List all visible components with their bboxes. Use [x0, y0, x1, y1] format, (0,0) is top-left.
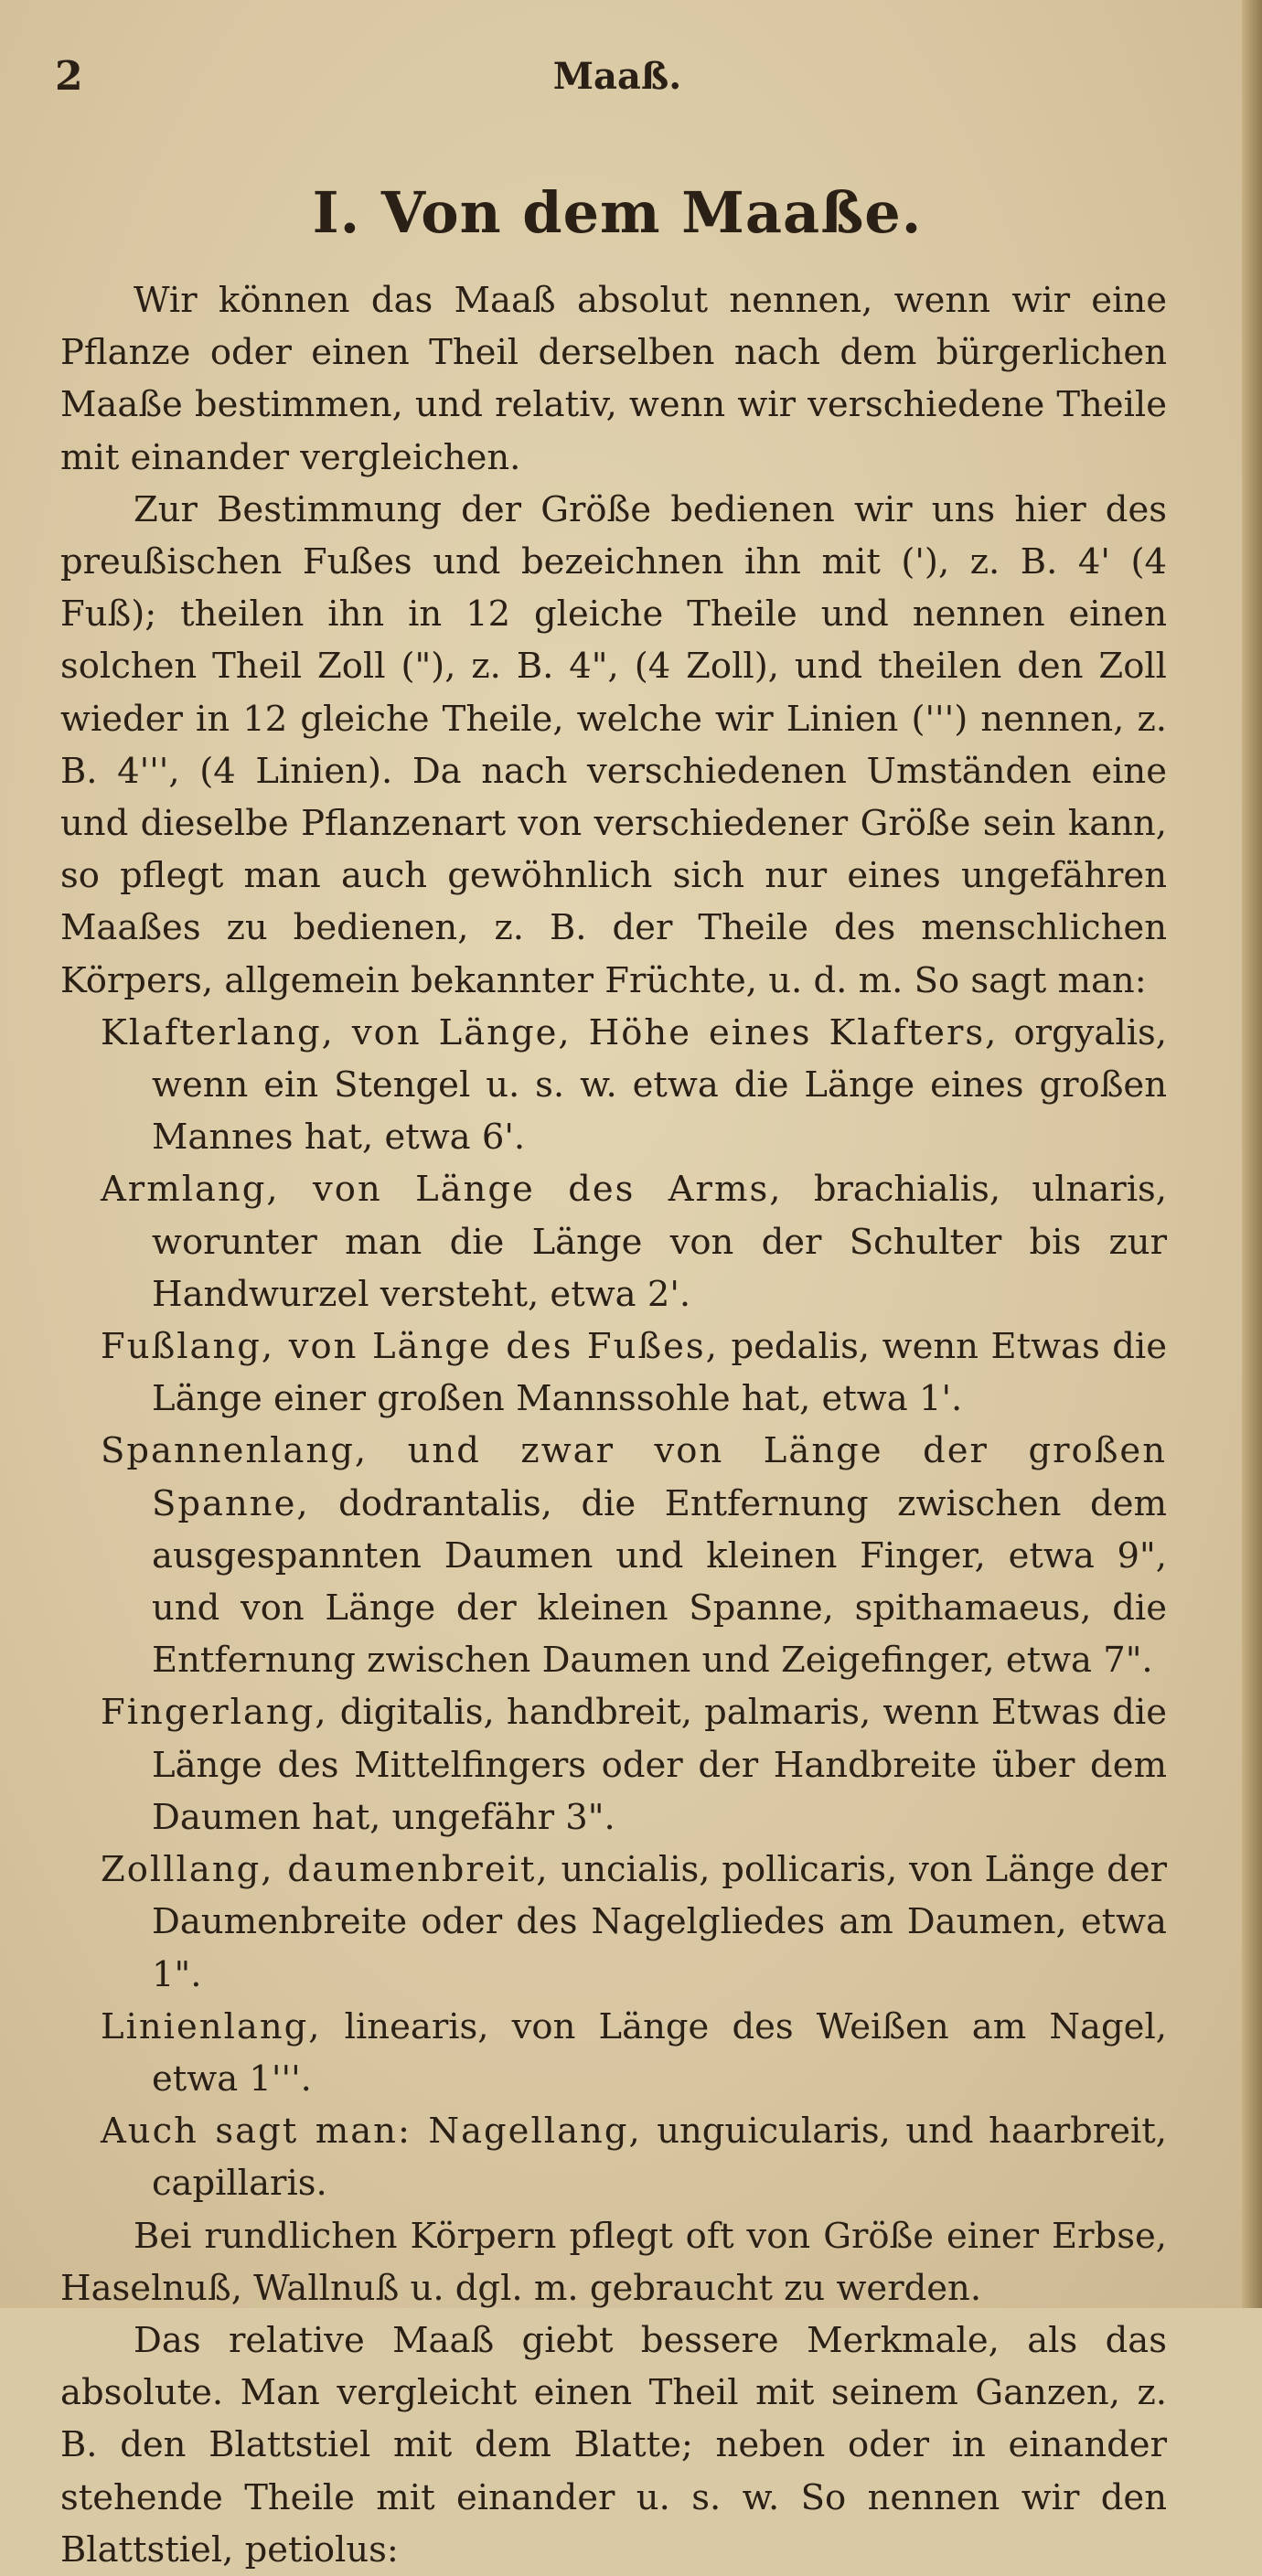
definition-term: Zolllang, daumenbreit, [101, 1849, 550, 1891]
definition-item [60, 1425, 1167, 1686]
definition-term: Armlang, von Länge des Arms, [101, 1169, 783, 1211]
paragraph-absolute-relative: Wir können das Maaß absolut nennen, wenn wir eine Pflanze oder einen Theil derselben nach dem bürgerlichen Maaße bestimmen, und relativ, wenn wir verschiedene Theile mit einander vergleichen. [60, 280, 1167, 478]
paragraph-round-bodies: Bei rundlichen Körpern pflegt oft von Größe einer Erbse, Haselnuß, Wallnuß u. dgl. m. gebraucht zu werden. [60, 2215, 1167, 2309]
definition-text: orgyalis, wenn ein Stengel u. s. w. etwa die Länge eines großen Mannes hat, etwa 6'. [152, 1011, 1168, 1159]
paragraph-relative-measure: Das relative Maaß giebt bessere Merkmale, als das absolute. Man vergleicht einen Theil mit seinem Ganzen, z. B. den Blattstiel mit dem Blatte; neben oder in einander stehende Theile mit einander u. s. w. So nennen wir den Blattstiel, petiolus: [60, 2319, 1167, 2571]
definition-term: Fingerlang, [101, 1692, 328, 1734]
definition-text: dodrantalis, die Entfernung zwischen dem ausgespannten Daumen und kleinen Finger, etwa 9", und von Länge der kleinen Spanne, spithamaeus, die Entfernung zwischen Daumen und Zeigefinger, etwa 7". [152, 1482, 1167, 1682]
definition-term: Linienlang, [101, 2005, 322, 2047]
page-spine-edge [1242, 0, 1262, 2308]
definition-term: Spannenlang, und zwar von Länge der großen Spanne, [101, 1430, 1167, 1524]
body-text [60, 274, 1167, 2576]
running-head: Maaß. [552, 55, 682, 98]
definition-text: pedalis, wenn Etwas die Länge einer großen Mannssohle hat, etwa 1'. [152, 1326, 1167, 1420]
chapter-title: I. Von dem Maaße. [312, 179, 923, 246]
definition-item [60, 2105, 1167, 2209]
page-number: 2 [55, 53, 83, 100]
page-header [55, 53, 1180, 108]
definition-item [60, 1163, 1167, 1320]
definition-text: linearis, von Länge des Weißen am Nagel, etwa 1'''. [152, 2005, 1167, 2100]
definition-term: Auch sagt man: Nagellang, [101, 2111, 642, 2153]
definition-text: uncialis, pollicaris, von Länge der Daumenbreite oder des Nagelgliedes am Daumen, etwa 1". [152, 1849, 1168, 1995]
definition-text: unguicularis, und haarbreit, capillaris. [152, 2111, 1167, 2205]
definition-term: Klafterlang, von Länge, Höhe eines Klafters, [101, 1011, 999, 1053]
paragraph-measurement-units: Zur Bestimmung der Größe bedienen wir uns hier des preußischen Fußes und bezeichnen ihn mit ('), z. B. 4' (4 Fuß); theilen ihn in 12 gleiche Theile und nennen einen solchen Theil Zoll ("), z. B. 4", (4 Zoll), und theilen den Zoll wieder in 12 gleiche Theile, welche wir Linien (''') nennen, z. B. 4''', (4 Linien). Da nach verschiedenen Umständen eine und dieselbe Pflanzenart von verschiedener Größe sein kann, so pflegt man auch gewöhnlich sich nur eines ungefähren Maaßes zu bedienen, z. B. der Theile des menschlichen Körpers, allgemein bekannter Früchte, u. d. m. So sagt man: [60, 488, 1167, 1001]
definition-text: brachialis, ulnaris, worunter man die Länge von der Schulter bis zur Handwurzel versteht, etwa 2'. [152, 1169, 1168, 1315]
definition-text: digitalis, handbreit, palmaris, wenn Etwas die Länge des Mittelfingers oder der Handbreite über dem Daumen hat, ungefähr 3". [152, 1692, 1167, 1838]
definition-item [60, 1007, 1167, 1164]
definition-item [60, 2001, 1167, 2105]
definition-item [60, 1844, 1167, 2001]
definition-term: Fußlang, von Länge des Fußes, [101, 1326, 719, 1368]
definition-item [60, 1320, 1167, 1425]
definition-item [60, 1686, 1167, 1844]
